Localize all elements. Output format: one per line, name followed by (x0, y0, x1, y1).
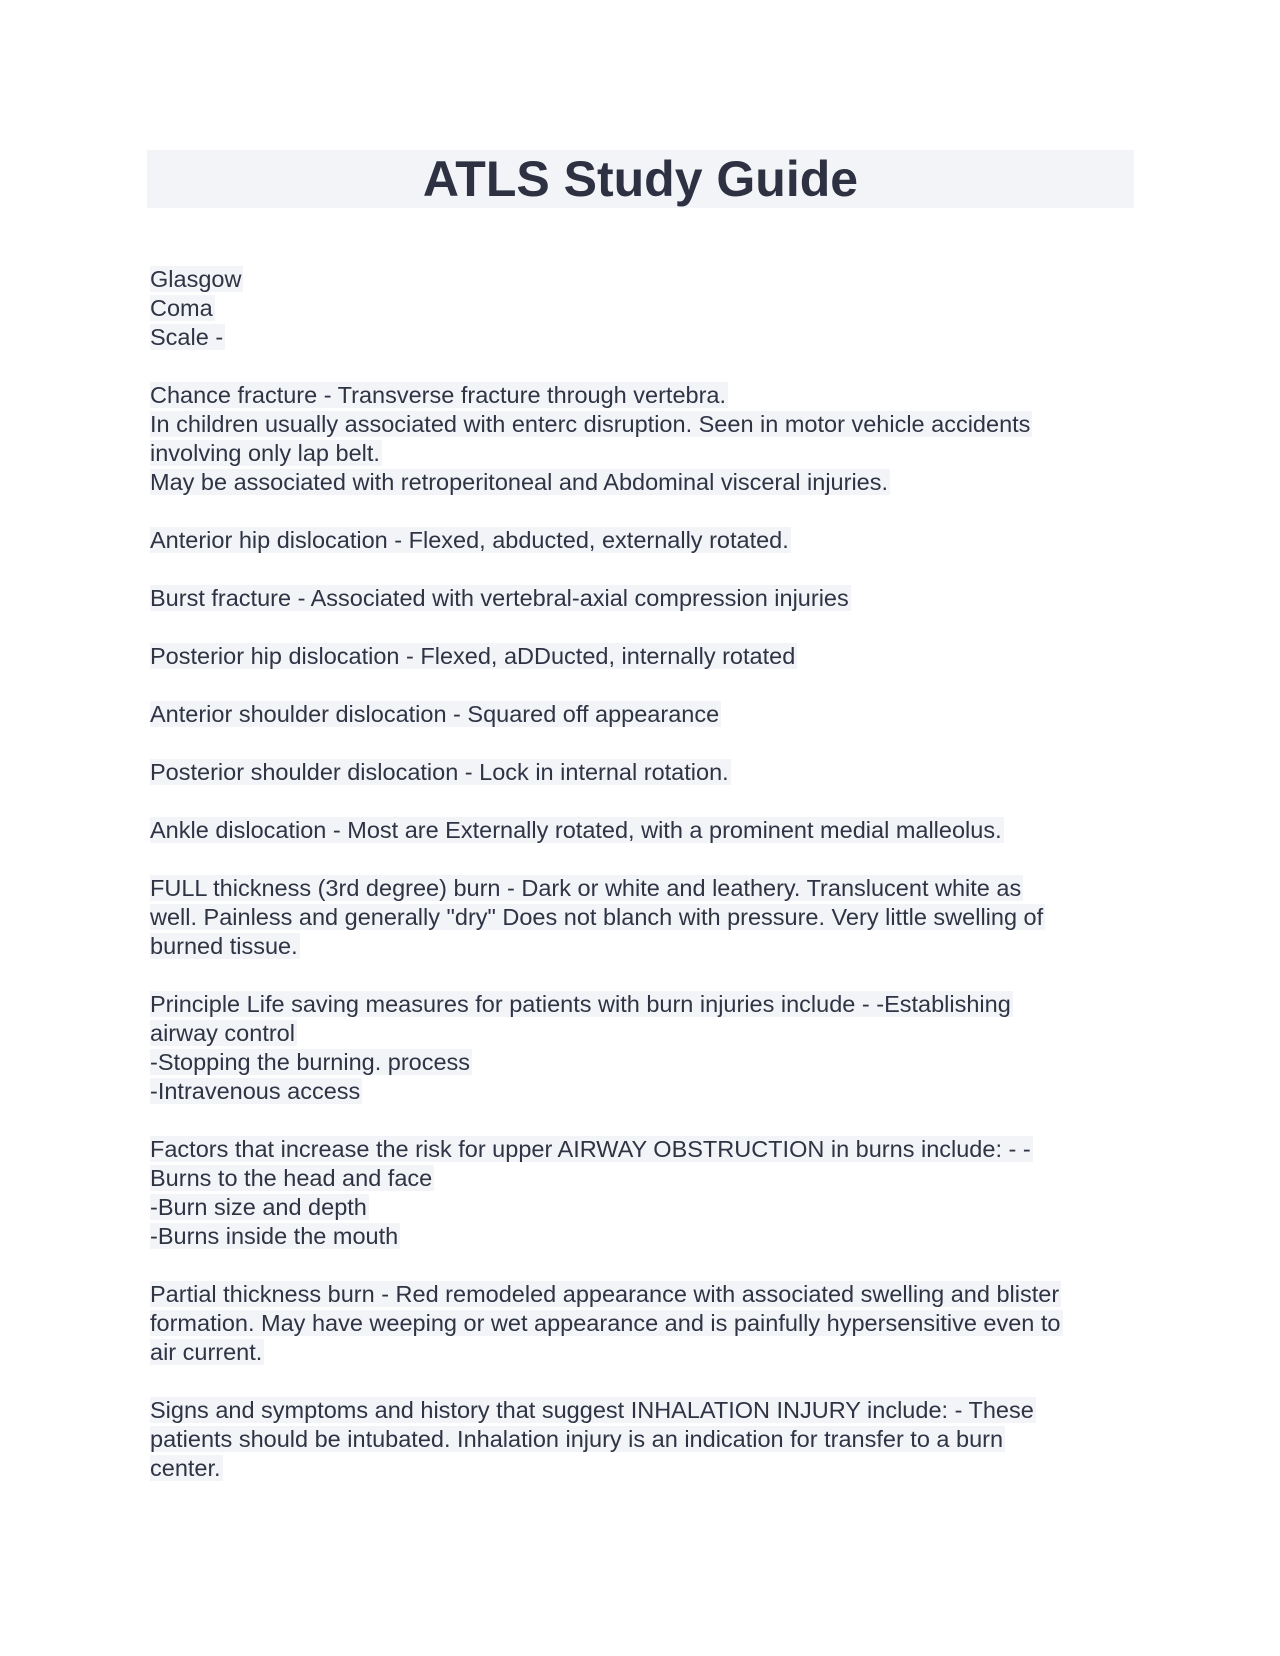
text-line-content: burned tissue. (150, 933, 298, 959)
paragraph (150, 816, 1135, 845)
text-line-content: May be associated with retroperitoneal and Abdominal visceral injuries. (150, 469, 889, 495)
text-line (150, 1338, 1135, 1367)
text-line-content: -Burns inside the mouth (150, 1223, 399, 1249)
text-line (150, 468, 1135, 497)
text-line (150, 990, 1135, 1019)
text-line-content: -Burn size and depth (150, 1194, 367, 1220)
text-line (150, 1425, 1135, 1454)
text-line (150, 642, 1135, 671)
text-line (150, 903, 1135, 932)
paragraph (150, 642, 1135, 671)
text-line (150, 1135, 1135, 1164)
text-line (150, 1077, 1135, 1106)
text-line (150, 1048, 1135, 1077)
text-line-content: Coma (150, 295, 213, 321)
text-line (150, 1280, 1135, 1309)
paragraph (150, 265, 1135, 352)
paragraph (150, 584, 1135, 613)
text-line (150, 1454, 1135, 1483)
text-line-content: involving only lap belt. (150, 440, 380, 466)
document-body (150, 265, 1135, 1512)
text-line-content: -Stopping the burning. process (150, 1049, 471, 1075)
paragraph (150, 990, 1135, 1106)
paragraph (150, 1135, 1135, 1251)
text-line-content: Factors that increase the risk for upper AIRWAY OBSTRUCTION in burns include: - - (150, 1136, 1031, 1162)
text-line (150, 816, 1135, 845)
text-line-content: In children usually associated with enterc disruption. Seen in motor vehicle accidents (150, 411, 1031, 437)
text-line (150, 294, 1135, 323)
text-line-content: well. Painless and generally "dry" Does not blanch with pressure. Very little swelling of (150, 904, 1044, 930)
paragraph (150, 874, 1135, 961)
text-line (150, 700, 1135, 729)
text-line-content: patients should be intubated. Inhalation injury is an indication for transfer to a burn (150, 1426, 1004, 1452)
paragraph (150, 526, 1135, 555)
text-line-content: Burst fracture - Associated with vertebral-axial compression injuries (150, 585, 849, 611)
text-line-content: Chance fracture - Transverse fracture through vertebra. (150, 382, 727, 408)
text-line (150, 1164, 1135, 1193)
text-line (150, 1019, 1135, 1048)
text-line (150, 265, 1135, 294)
text-line (150, 439, 1135, 468)
text-line (150, 1222, 1135, 1251)
text-line-content: formation. May have weeping or wet appearance and is painfully hypersensitive even to (150, 1310, 1061, 1336)
text-line (150, 410, 1135, 439)
text-line-content: Posterior hip dislocation - Flexed, aDDucted, internally rotated (150, 643, 796, 669)
text-line (150, 381, 1135, 410)
text-line-content: Partial thickness burn - Red remodeled appearance with associated swelling and blister (150, 1281, 1060, 1307)
text-line-content: airway control (150, 1020, 295, 1046)
text-line (150, 932, 1135, 961)
paragraph (150, 700, 1135, 729)
page-title: ATLS Study Guide (422, 151, 859, 207)
text-line-content: Anterior shoulder dislocation - Squared off appearance (150, 701, 720, 727)
text-line (150, 526, 1135, 555)
text-line-content: air current. (150, 1339, 263, 1365)
text-line (150, 323, 1135, 352)
text-line-content: FULL thickness (3rd degree) burn - Dark or white and leathery. Translucent white as (150, 875, 1022, 901)
text-line-content: Scale - (150, 324, 224, 350)
paragraph (150, 1396, 1135, 1483)
text-line (150, 1309, 1135, 1338)
text-line-content: Principle Life saving measures for patients with burn injuries include - -Establishing (150, 991, 1011, 1017)
text-line-content: Glasgow (150, 266, 242, 292)
text-line (150, 1396, 1135, 1425)
text-line-content: Ankle dislocation - Most are Externally rotated, with a prominent medial malleolus. (150, 817, 1002, 843)
paragraph (150, 381, 1135, 497)
text-line (150, 758, 1135, 787)
paragraph (150, 1280, 1135, 1367)
text-line-content: Burns to the head and face (150, 1165, 433, 1191)
text-line (150, 1193, 1135, 1222)
text-line-content: -Intravenous access (150, 1078, 361, 1104)
text-line (150, 584, 1135, 613)
text-line-content: center. (150, 1455, 221, 1481)
paragraph (150, 758, 1135, 787)
text-line-content: Anterior hip dislocation - Flexed, abducted, externally rotated. (150, 527, 789, 553)
text-line-content: Posterior shoulder dislocation - Lock in internal rotation. (150, 759, 729, 785)
text-line-content: Signs and symptoms and history that suggest INHALATION INJURY include: - These (150, 1397, 1034, 1423)
text-line (150, 874, 1135, 903)
